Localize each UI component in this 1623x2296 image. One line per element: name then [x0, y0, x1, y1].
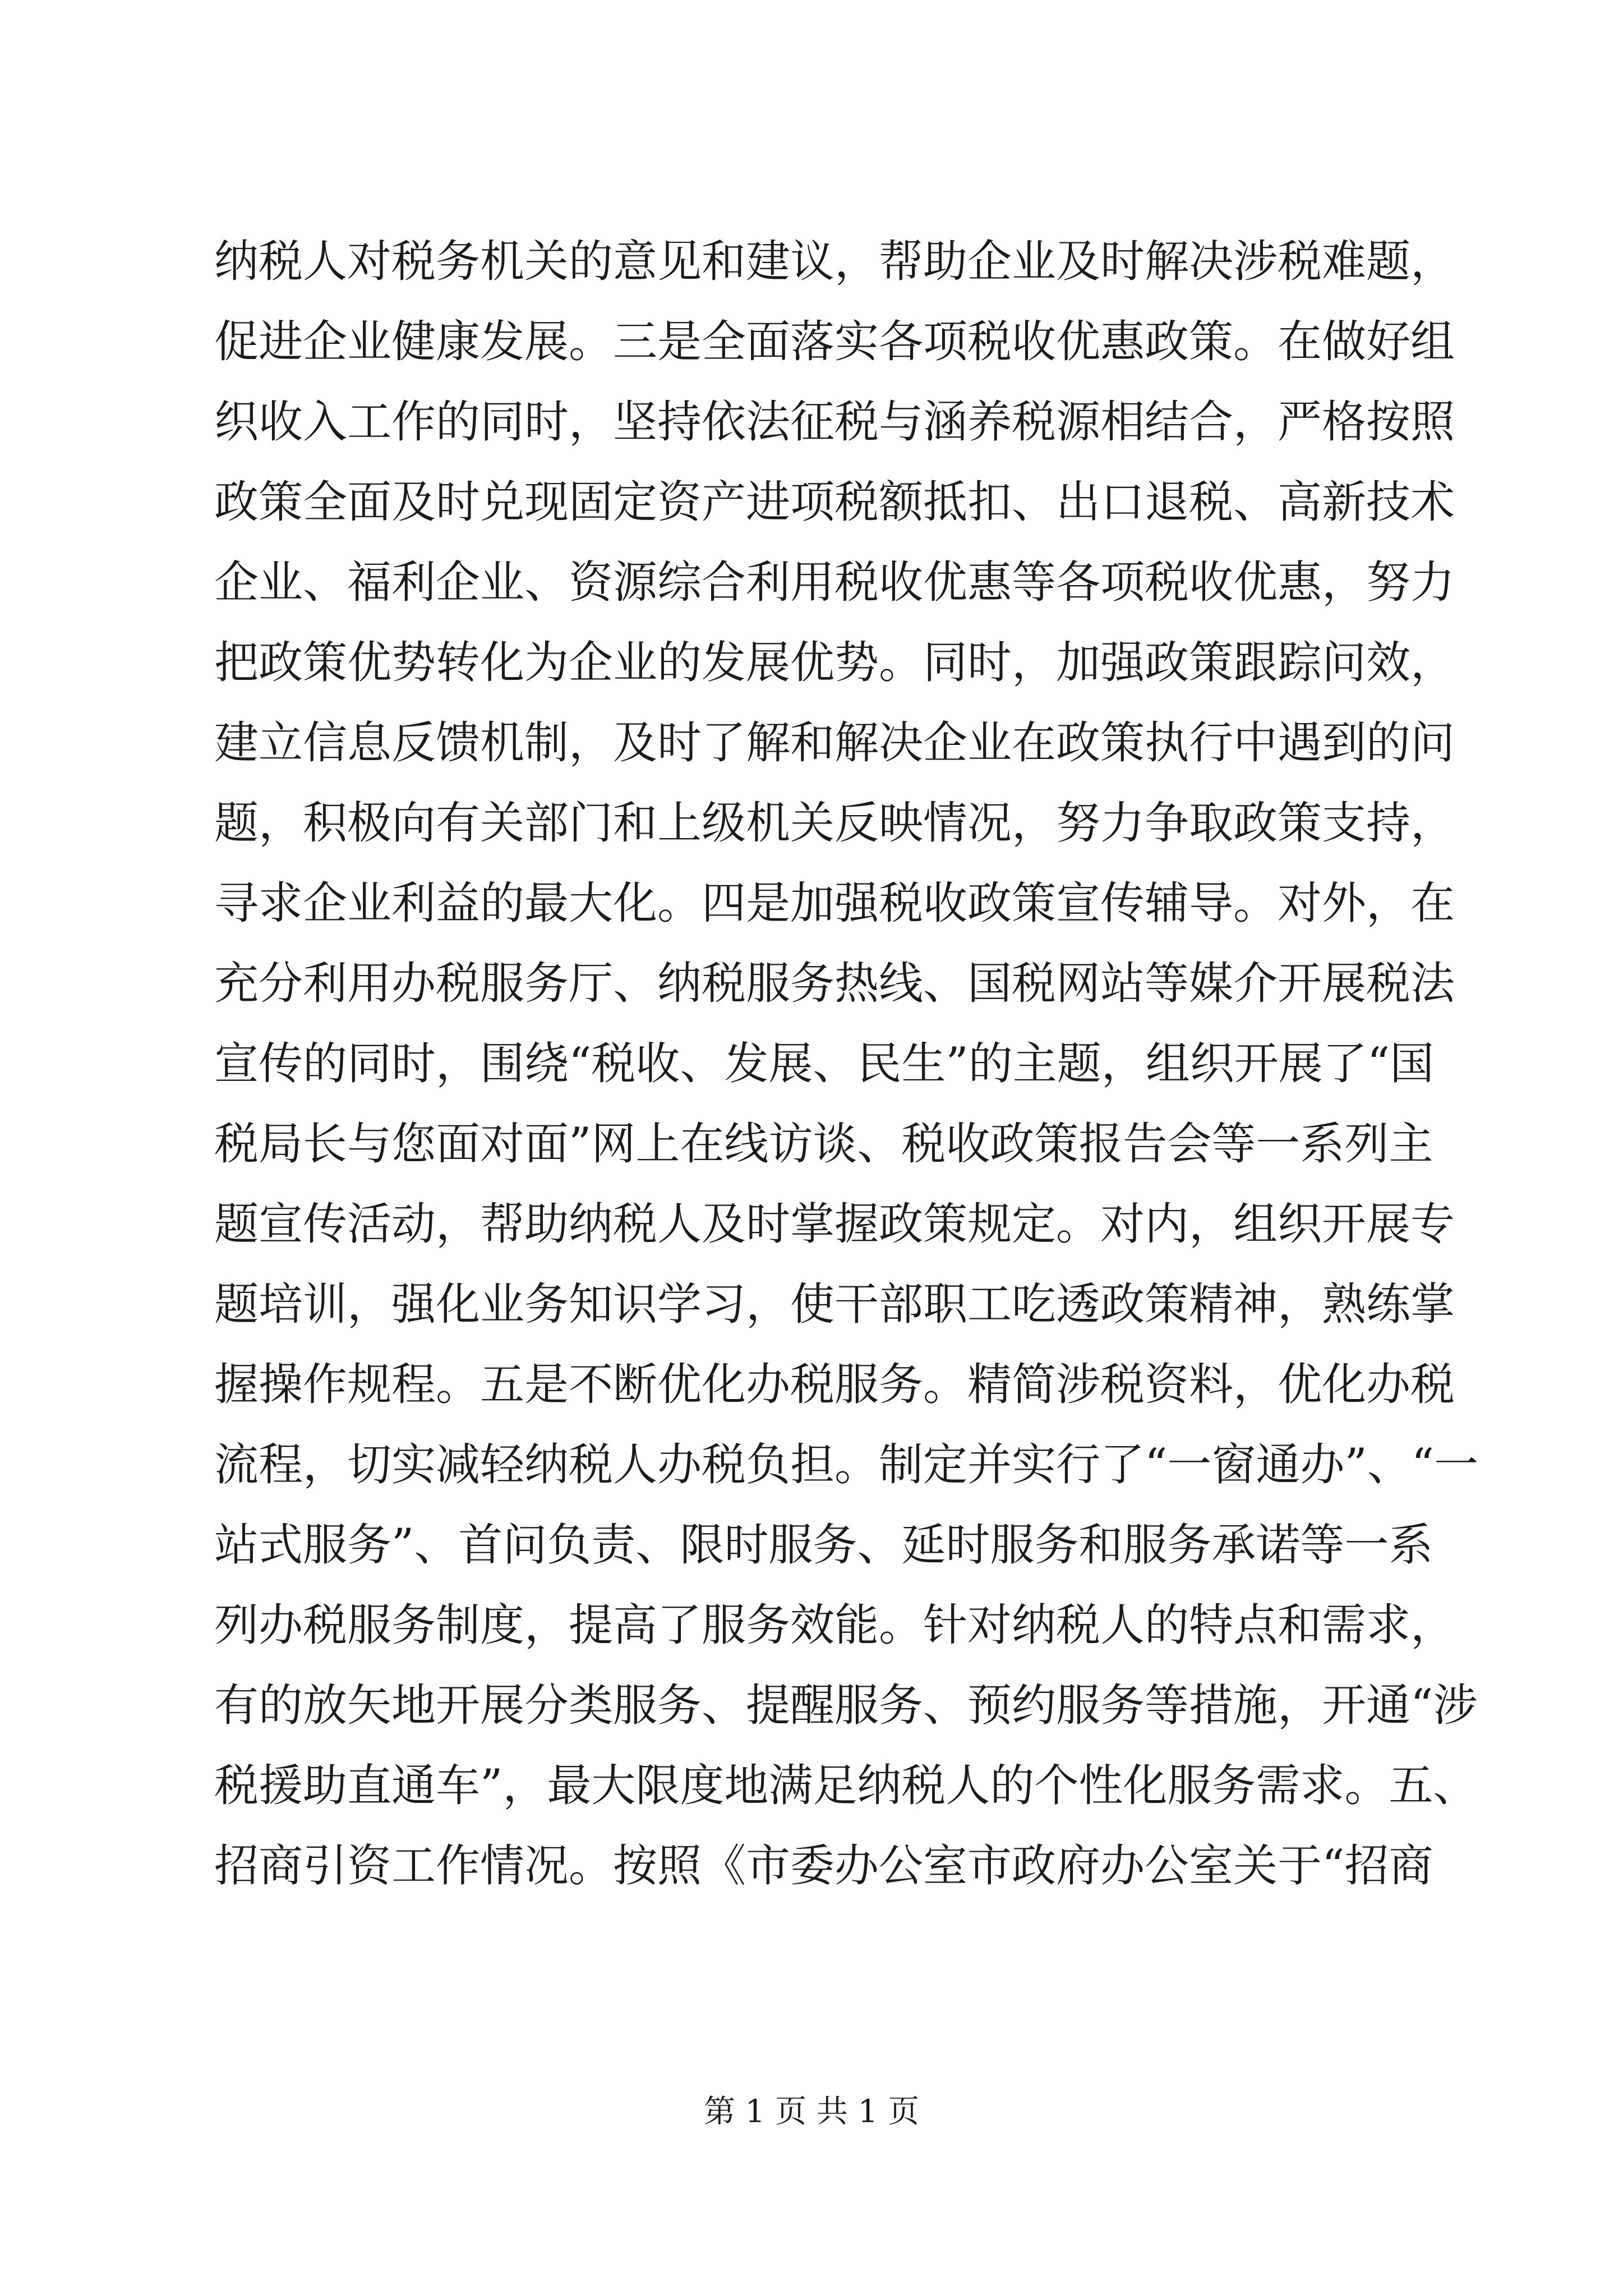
- text-line: 题培训，强化业务知识学习，使干部职工吃透政策精神，熟练掌: [214, 1278, 1455, 1330]
- text-line: 纳税人对税务机关的意见和建议，帮助企业及时解决涉税难题，: [214, 236, 1455, 287]
- text-line: 招商引资工作情况。按照《市委办公室市政府办公室关于“招商: [214, 1840, 1433, 1892]
- text-line: 税局长与您面对面”网上在线访谈、税收政策报告会等一系列主: [214, 1118, 1433, 1170]
- text-line: 把政策优势转化为企业的发展优势。同时，加强政策跟踪问效，: [214, 637, 1455, 688]
- page-footer: 第 1 页 共 1 页: [703, 2093, 920, 2130]
- text-line: 握操作规程。五是不断优化办税服务。精简涉税资料，优化办税: [214, 1359, 1455, 1410]
- body-text: [214, 222, 1479, 1906]
- text-line: 税援助直通车”，最大限度地满足纳税人的个性化服务需求。五、: [214, 1760, 1478, 1811]
- text-line: 促进企业健康发展。三是全面落实各项税收优惠政策。在做好组: [214, 316, 1455, 367]
- text-line: 题，积极向有关部门和上级机关反映情况，努力争取政策支持，: [214, 797, 1455, 849]
- text-line: 政策全面及时兑现固定资产进项税额抵扣、出口退税、高新技术: [214, 476, 1455, 528]
- text-line: 企业、福利企业、资源综合利用税收优惠等各项税收优惠，努力: [214, 556, 1455, 608]
- text-line: 织收入工作的同时，坚持依法征税与涵养税源相结合，严格按照: [214, 396, 1455, 448]
- text-line: 站式服务”、首问负责、限时服务、延时服务和服务承诺等一系: [214, 1519, 1433, 1571]
- text-line: 列办税服务制度，提高了服务效能。针对纳税人的特点和需求，: [214, 1599, 1455, 1651]
- text-line: 流程，切实减轻纳税人办税负担。制定并实行了“一窗通办”、“一: [214, 1439, 1479, 1490]
- text-line: 有的放矢地开展分类服务、提醒服务、预约服务等措施，开通“涉: [214, 1680, 1478, 1731]
- text-line: 寻求企业利益的最大化。四是加强税收政策宣传辅导。对外，在: [214, 877, 1455, 929]
- text-line: 充分利用办税服务厅、纳税服务热线、国税网站等媒介开展税法: [214, 958, 1455, 1009]
- text-line: 建立信息反馈机制，及时了解和解决企业在政策执行中遇到的问: [214, 717, 1455, 769]
- text-line: 题宣传活动，帮助纳税人及时掌握政策规定。对内，组织开展专: [214, 1198, 1455, 1250]
- text-line: 宣传的同时，围绕“税收、发展、民生”的主题，组织开展了“国: [214, 1038, 1435, 1089]
